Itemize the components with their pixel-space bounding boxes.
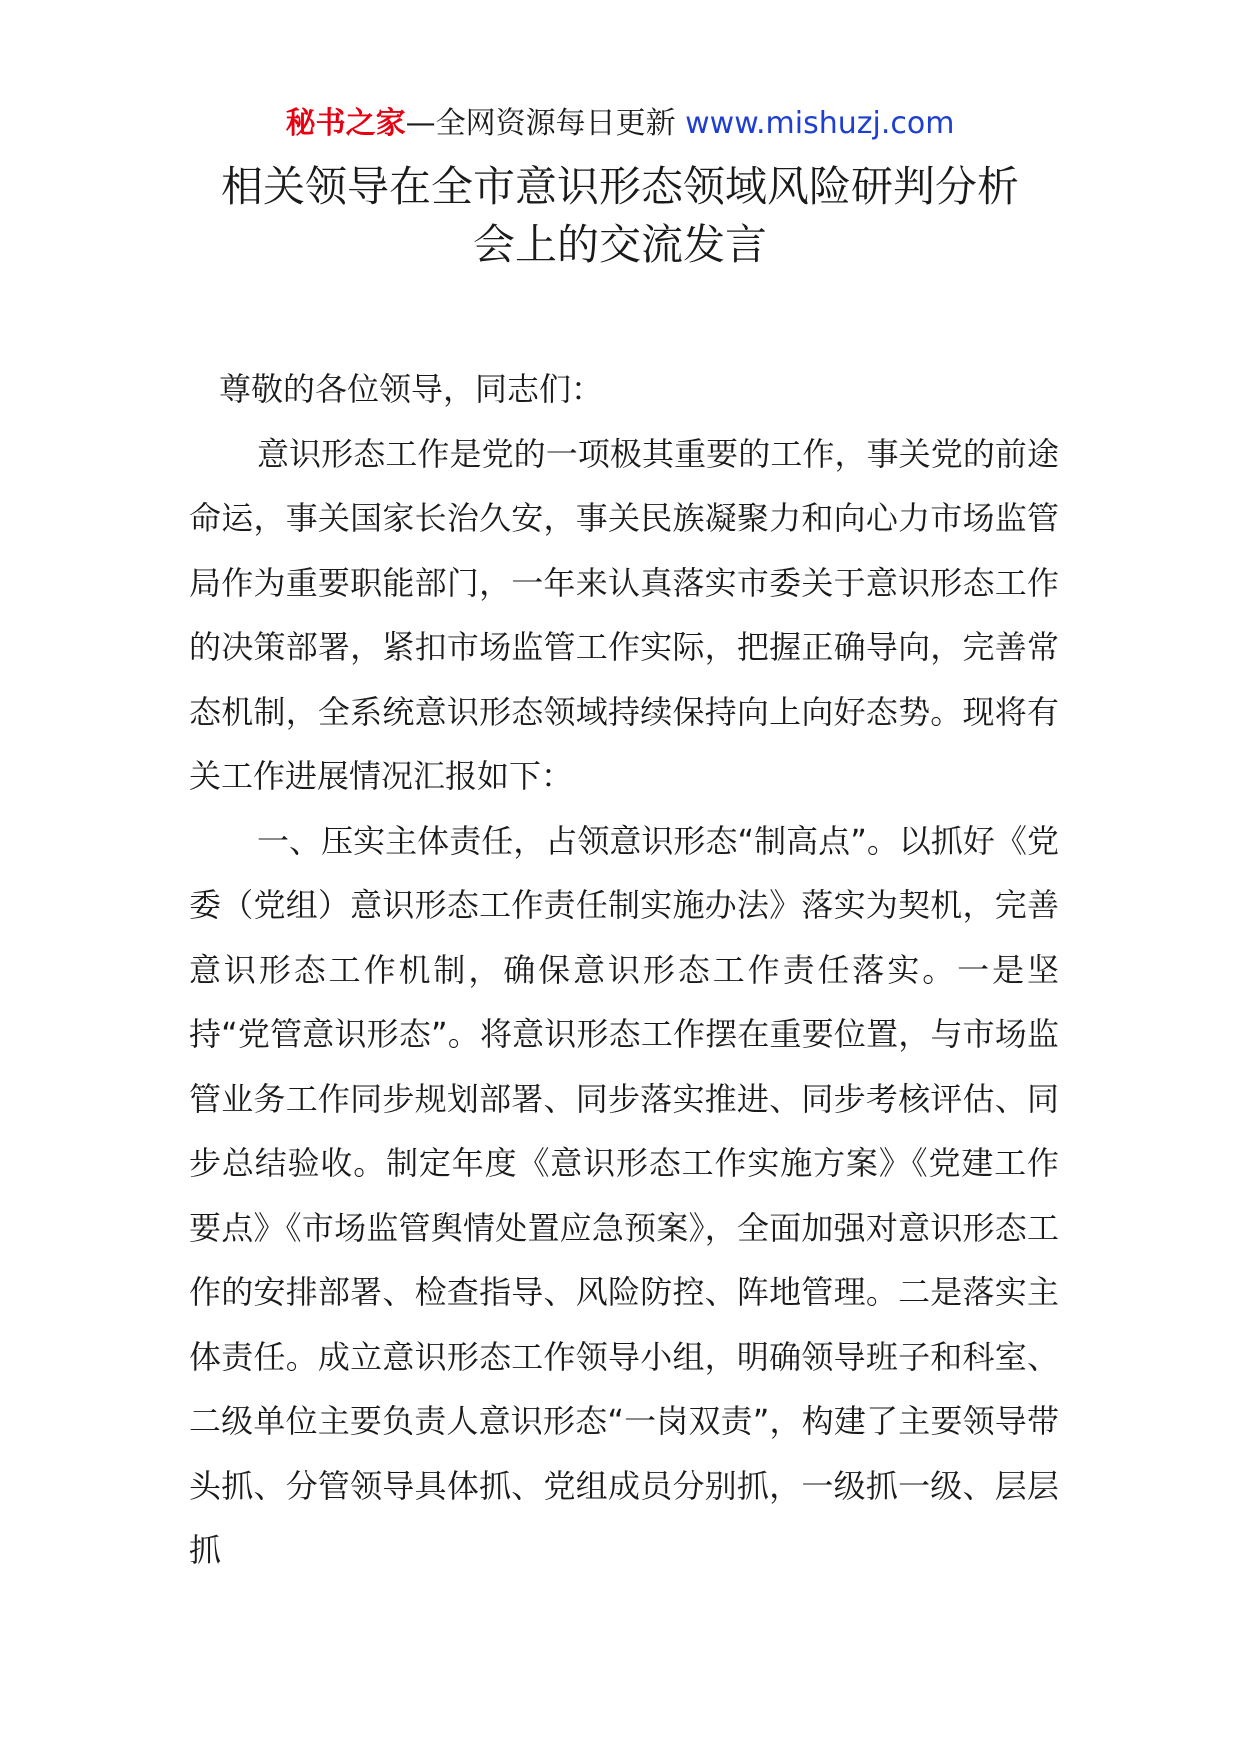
header-slogan: —全网资源每日更新 — [405, 106, 686, 141]
title-line-2: 会上的交流发言 — [472, 220, 767, 269]
site-url[interactable]: www.mishuzj.com — [685, 106, 955, 141]
document-body — [189, 357, 1059, 1583]
brand-name: 秘书之家 — [285, 106, 406, 141]
site-header — [0, 100, 1240, 148]
paragraph-intro: 意识形态工作是党的一项极其重要的工作，事关党的前途命运，事关国家长治久安，事关民族凝聚力和向心力市场监管局作为重要职能部门，一年来认真落实市委关于意识形态工作的决策部署，紧扣市场监管工作实际，把握正确导向，完善常态机制，全系统意识形态领域持续保持向上向好态势。现将有关工作进展情况汇报如下： — [189, 434, 1059, 795]
paragraph-section-one: 一、压实主体责任，占领意识形态“制高点”。以抓好《党委（党组）意识形态工作责任制实施办法》落实为契机，完善意识形态工作机制，确保意识形态工作责任落实。一是坚持“党管意识形态”。将意识形态工作摆在重要位置，与市场监管业务工作同步规划部署、同步落实推进、同步考核评估、同步总结验收。制定年度《意识形态工作实施方案》《党建工作要点》《市场监管舆情处置应急预案》，全面加强对意识形态工作的安排部署、检查指导、风险防控、阵地管理。二是落实主体责任。成立意识形态工作领导小组，明确领导班子和科室、二级单位主要负责人意识形态“一岗双责”，构建了主要领导带头抓、分管领导具体抓、党组成员分别抓，一级抓一级、层层抓 — [189, 821, 1059, 1569]
document-title — [120, 158, 1120, 274]
title-line-1: 相关领导在全市意识形态领域风险研判分析 — [220, 162, 1019, 211]
salutation: 尊敬的各位领导，同志们： — [219, 370, 604, 408]
